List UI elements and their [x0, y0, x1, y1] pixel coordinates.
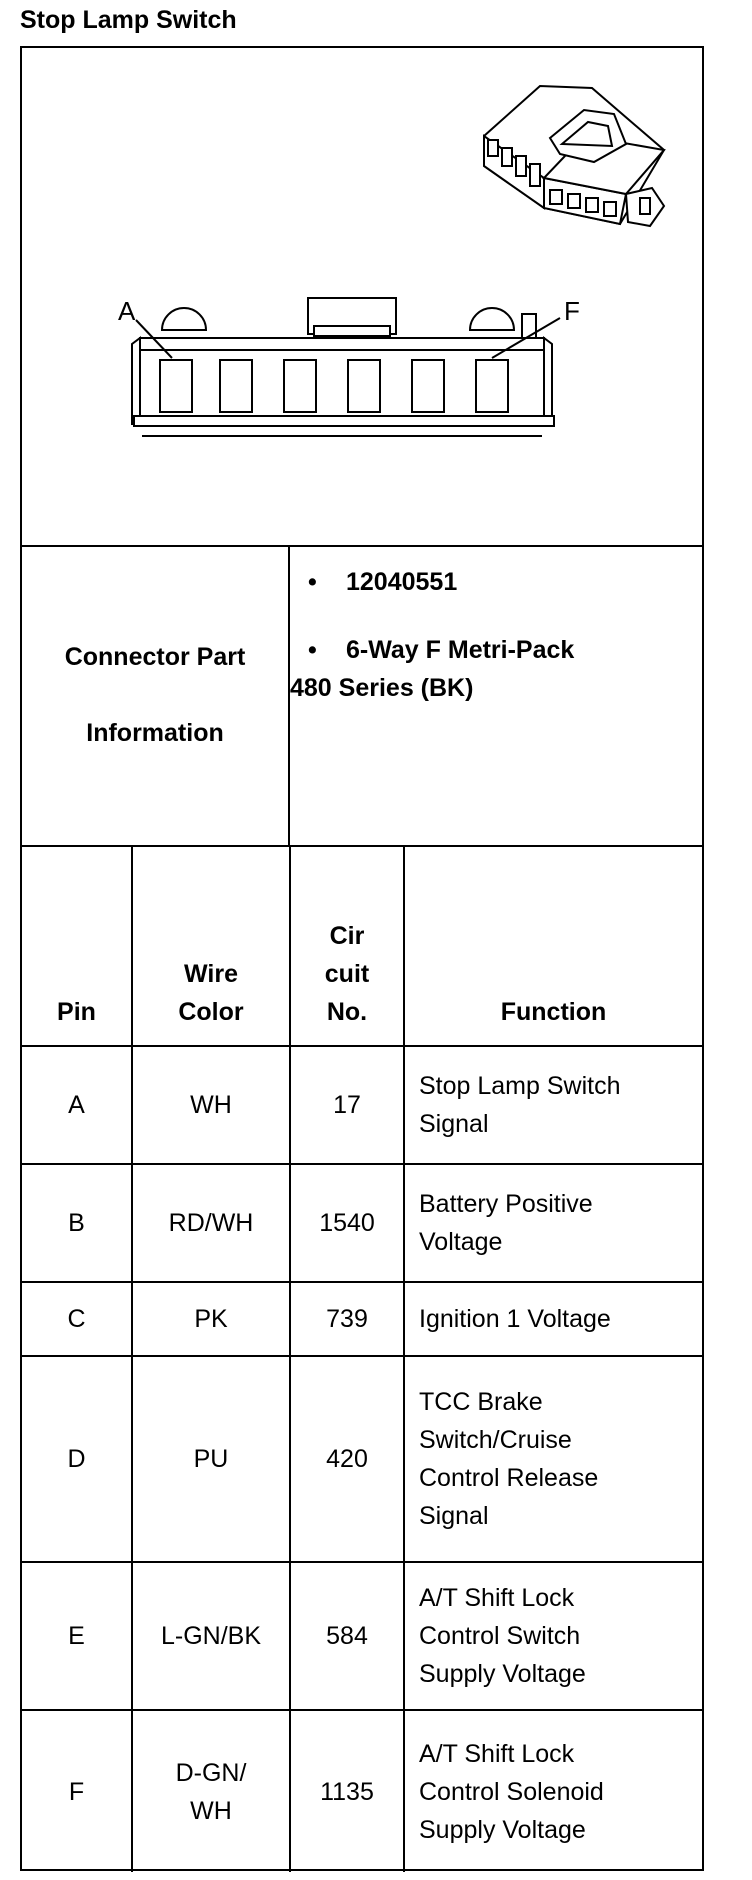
connector-description-line2: 480 Series (BK): [290, 674, 474, 702]
wire-color-cell: PK: [132, 1282, 290, 1356]
connector-part-info-values: [290, 545, 702, 845]
info-label-line1: Connector Part: [64, 643, 246, 671]
callout-a: A: [118, 296, 136, 326]
pin-cell: F: [22, 1710, 132, 1872]
table-row: [22, 1562, 702, 1710]
connector-part-info: [22, 545, 702, 847]
wire-color-cell: PU: [132, 1356, 290, 1562]
function-cell: A/T Shift Lock Control Solenoid Supply Voltage: [419, 1739, 604, 1844]
callout-f: F: [564, 296, 580, 326]
connector-front-view: [132, 298, 554, 436]
wire-color-cell: L-GN/BK: [132, 1562, 290, 1710]
header-wire-color: Wire Color: [132, 847, 290, 1046]
circuit-cell: 1540: [290, 1164, 404, 1282]
table-row: [22, 1164, 702, 1282]
pin-cell: B: [22, 1164, 132, 1282]
circuit-cell: 420: [290, 1356, 404, 1562]
wire-color-cell: WH: [132, 1046, 290, 1164]
connector-description-line1: 6-Way F Metri-Pack: [346, 636, 575, 664]
connector-sheet: [20, 46, 704, 1871]
circuit-cell: 739: [290, 1282, 404, 1356]
connector-description-item: [290, 631, 688, 707]
circuit-cell: 1135: [290, 1710, 404, 1872]
header-pin: Pin: [22, 847, 132, 1046]
pin-cell: E: [22, 1562, 132, 1710]
header-function: Function: [404, 847, 702, 1046]
page-title: Stop Lamp Switch: [20, 6, 237, 34]
bullet: •: [308, 568, 317, 596]
connector-diagram: [22, 48, 702, 547]
function-cell: Ignition 1 Voltage: [404, 1282, 702, 1356]
table-row: [22, 1046, 702, 1164]
part-number-item: [308, 563, 457, 601]
pin-cell: C: [22, 1282, 132, 1356]
table-header-row: [22, 847, 702, 1046]
circuit-cell: 17: [290, 1046, 404, 1164]
info-label-line2: Information: [86, 719, 224, 747]
part-number: 12040551: [346, 568, 458, 596]
table-row: [22, 1282, 702, 1356]
function-cell: A/T Shift Lock Control Switch Supply Voltage: [404, 1562, 702, 1710]
header-circuit-no: Cir cuit No.: [290, 847, 404, 1046]
pin-cell: D: [22, 1356, 132, 1562]
bullet: •: [308, 636, 317, 664]
function-cell: Battery Positive Voltage: [404, 1164, 702, 1282]
table-row: [22, 1356, 702, 1562]
connector-3d-view: [484, 86, 664, 226]
table-row: [22, 1710, 702, 1872]
pinout-table: [22, 847, 702, 1872]
function-cell: TCC Brake Switch/Cruise Control Release Signal: [404, 1356, 702, 1562]
wire-color-cell: RD/WH: [132, 1164, 290, 1282]
connector-part-info-label: [22, 545, 290, 845]
connector-drawing: [22, 48, 702, 545]
pin-cell: A: [22, 1046, 132, 1164]
circuit-cell: 584: [290, 1562, 404, 1710]
function-cell: Stop Lamp Switch Signal: [404, 1046, 702, 1164]
wire-color-cell: D-GN/ WH: [132, 1710, 290, 1872]
